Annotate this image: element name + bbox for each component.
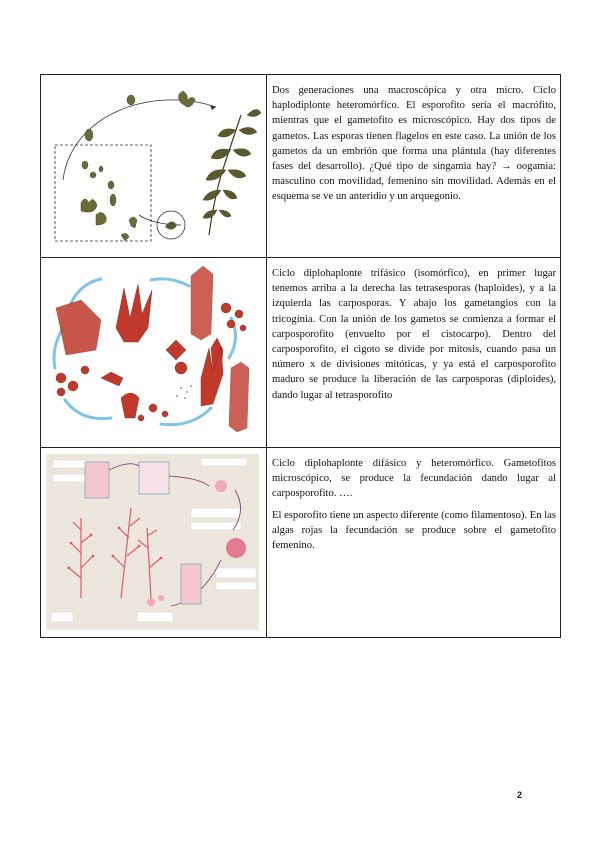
- table-row: [41, 75, 561, 258]
- paragraph: Dos generaciones una macroscópica y otra micro. Ciclo haplodiplonte heteromórfico. El esporofito sería el macrófito, mientras que el gametofito es microscópico. Hay dos tipos de gametos. Las esporas tienen flagelos en este caso. La unión de los gametos da un embrión que forma una plántula (hay diferentes fases del desarrollo). ¿Qué tipo de singamia hay? → oogamia: masculino con movilidad, femenino sin movilidad. Además en el esquema se ve un anteridio y un arquegonio.: [272, 85, 556, 203]
- paragraph: Ciclo diplohaplonte trifásico (isomórfico), en primer lugar tenemos arriba a la derecha las tetrasesporas (haploides), y a la izquierda las carposporas. Y abajo los gametangios con la tricogínia. Con la unión de los gametos se comienza a formar el carposporofito (envuelto por el cistocarpo). Dentro del carposporofito, el cigoto se divide por mitosis, cuando pasa un número x de divisiones mitóticas, y ya está el carposporofito maduro se produce la liberación de las carposporas (diploides), dando lugar al tetrasporofito: [272, 268, 556, 401]
- life-cycle-diagram-brown-alga: [41, 75, 266, 257]
- page-number: 2: [517, 790, 523, 800]
- table-row: [41, 448, 561, 638]
- life-cycle-diagram-red-alga-triphasic: [41, 258, 266, 447]
- figure-cell: [41, 258, 267, 448]
- content-table: [40, 74, 561, 638]
- table-row: [41, 258, 561, 448]
- figure-cell: [41, 448, 267, 638]
- life-cycle-diagram-red-alga-diphasic: [41, 448, 266, 637]
- description-cell: [267, 448, 561, 638]
- paragraph: Ciclo diplohaplonte difásico y heteromórfico. Gametofitos microscópico, se produce la fecundación dando lugar al carposporofito. ….: [272, 458, 556, 500]
- figure-cell: [41, 75, 267, 258]
- paragraph: El esporofito tiene un aspecto diferente (como filamentoso). En las algas rojas la fecundación se produce sobre el gametofito femenino.: [272, 509, 556, 552]
- description-cell: [267, 258, 561, 448]
- description-cell: [267, 75, 561, 258]
